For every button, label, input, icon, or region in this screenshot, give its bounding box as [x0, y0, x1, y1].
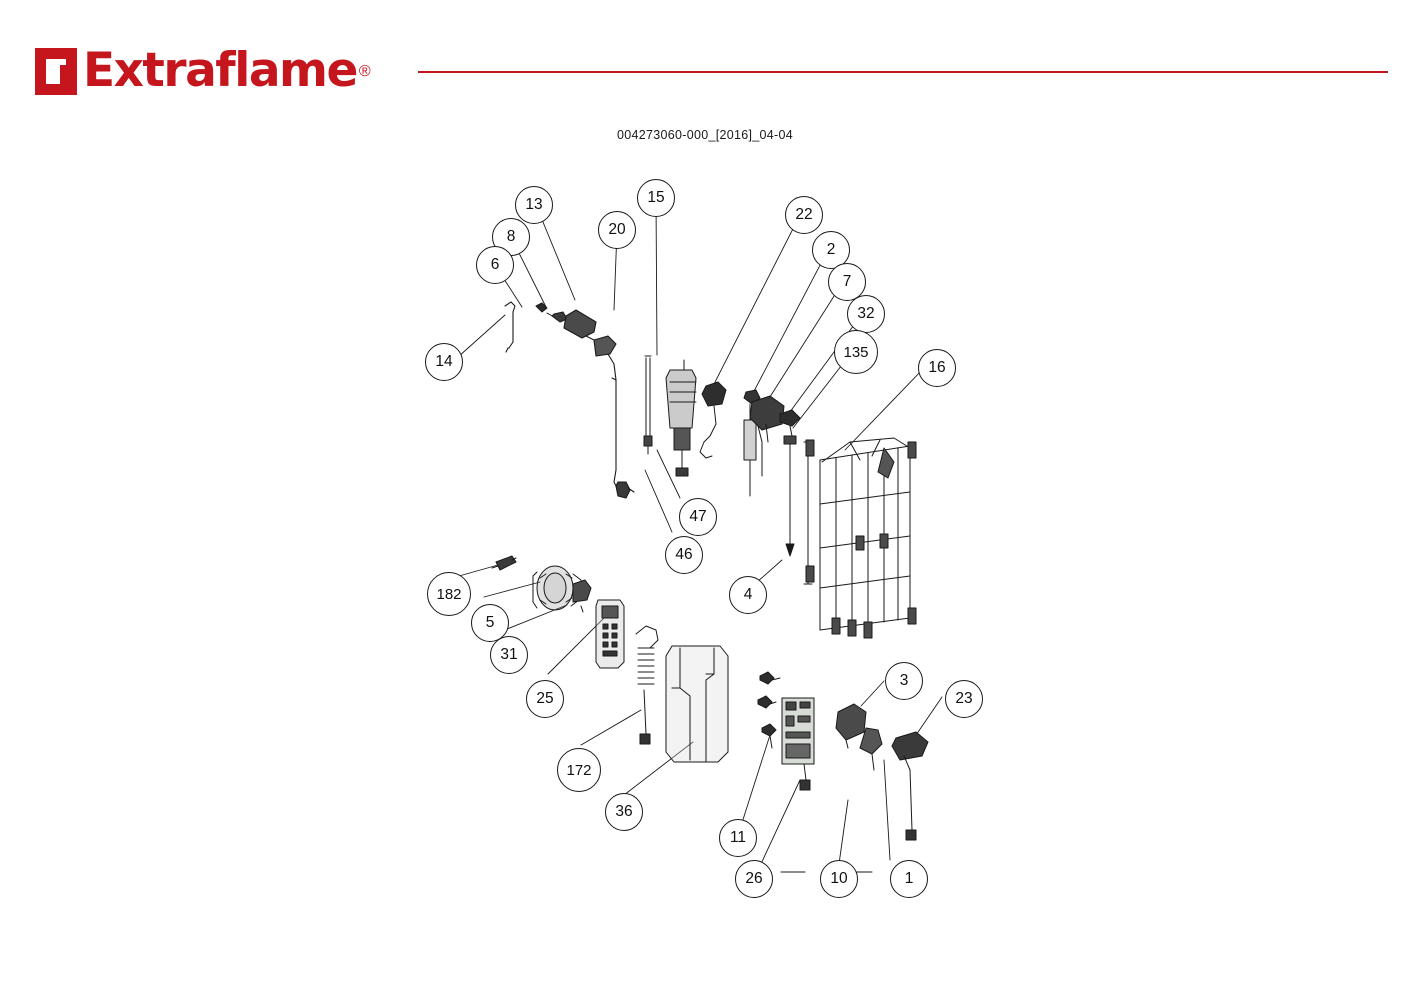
balloon-2[interactable]: 2 — [812, 231, 850, 269]
balloon-26[interactable]: 26 — [735, 860, 773, 898]
registered-trademark-icon: ® — [358, 62, 371, 80]
part-32-135-connectors — [780, 410, 800, 556]
balloon-8[interactable]: 8 — [492, 218, 530, 256]
brand-name: Extraflame — [83, 43, 357, 99]
part-23-terminal — [892, 732, 928, 840]
part-22-connector — [700, 382, 726, 458]
part-3-relay — [836, 704, 882, 770]
part-14-probe — [505, 302, 515, 352]
balloon-3[interactable]: 3 — [885, 662, 923, 700]
balloon-46[interactable]: 46 — [665, 536, 703, 574]
balloon-25[interactable]: 25 — [526, 680, 564, 718]
part-11-connectors — [758, 672, 780, 748]
balloon-47[interactable]: 47 — [679, 498, 717, 536]
part-36-panel — [666, 646, 728, 762]
balloon-4[interactable]: 4 — [729, 576, 767, 614]
balloon-135[interactable]: 135 — [834, 330, 878, 374]
balloon-31[interactable]: 31 — [490, 636, 528, 674]
balloon-182[interactable]: 182 — [427, 572, 471, 616]
part-6-8-connectors — [536, 303, 567, 322]
part-20-rod — [644, 356, 652, 454]
balloon-32[interactable]: 32 — [847, 295, 885, 333]
balloon-6[interactable]: 6 — [476, 246, 514, 284]
part-13-igniter — [564, 310, 634, 498]
balloon-15[interactable]: 15 — [637, 179, 675, 217]
balloon-10[interactable]: 10 — [820, 860, 858, 898]
balloon-7[interactable]: 7 — [828, 263, 866, 301]
part-172-spring-probe — [636, 626, 658, 744]
balloon-13[interactable]: 13 — [515, 186, 553, 224]
balloon-172[interactable]: 172 — [557, 748, 601, 792]
balloon-20[interactable]: 20 — [598, 211, 636, 249]
part-15-probe — [666, 360, 696, 476]
part-4-shaft — [804, 442, 812, 584]
part-25-remote — [596, 600, 624, 668]
balloon-22[interactable]: 22 — [785, 196, 823, 234]
part-26-control-board — [782, 698, 814, 790]
balloon-11[interactable]: 11 — [719, 819, 757, 857]
balloon-36[interactable]: 36 — [605, 793, 643, 831]
balloon-1[interactable]: 1 — [890, 860, 928, 898]
part-16-grate — [806, 438, 916, 638]
balloon-5[interactable]: 5 — [471, 604, 509, 642]
drawing-code-label: 004273060-000_[2016]_04-04 — [616, 128, 793, 142]
part-182-pin — [492, 556, 516, 570]
part-5-motor — [533, 566, 591, 612]
balloon-23[interactable]: 23 — [945, 680, 983, 718]
balloon-16[interactable]: 16 — [918, 349, 956, 387]
balloon-14[interactable]: 14 — [425, 343, 463, 381]
